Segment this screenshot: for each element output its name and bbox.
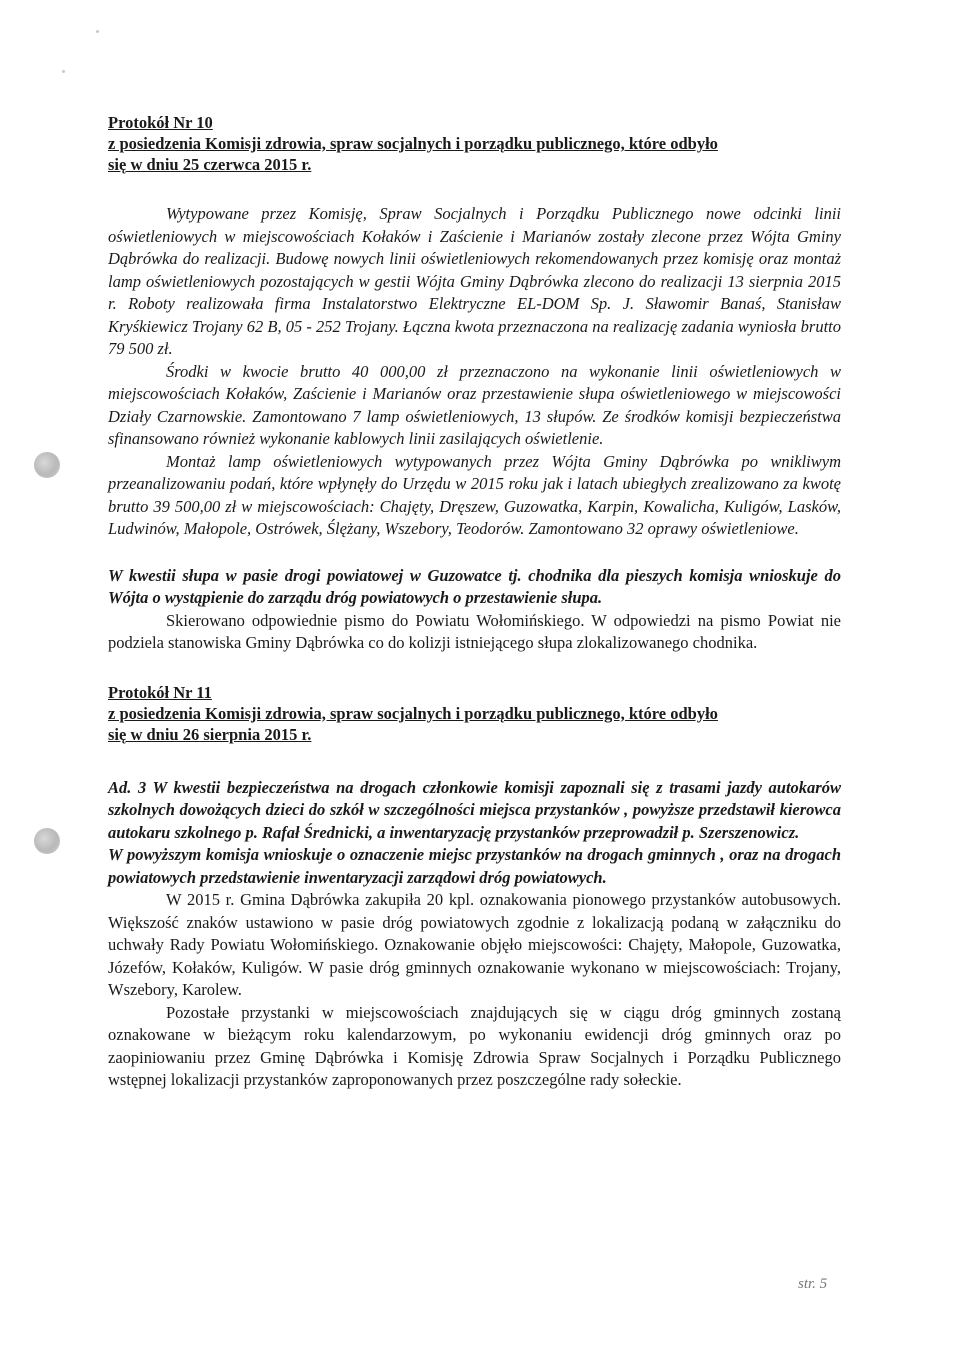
document-page (108, 112, 841, 1092)
protocol-11-paragraph-3: W 2015 r. Gmina Dąbrówka zakupiła 20 kpl. oznakowania pionowego przystanków autobusowych. Większość znaków ustawiono w pasie dróg powiatowych zgodnie z lokalizacją podaną w załączniku do uchwały Rady Powiatu Wołomińskiego. Oznakowanie objęło miejscowości: Chajęty, Małopole, Guzowatka, Józefów, Kołaków, Kuligów. W pasie dróg gminnych oznakowanie wykonano w miejscowościach: Trojany, Wszebory, Karolew. (108, 890, 841, 999)
protocol-11-title: Protokół Nr 11 (108, 682, 212, 702)
protocol-10-motion: W kwestii słupa w pasie drogi powiatowej w Guzowatce tj. chodnika dla pieszych komisja wnioskuje do Wójta o wystąpienie do zarządu dróg powiatowych o przestawienie słupa. (108, 565, 841, 607)
page-number: str. 5 (798, 1276, 828, 1292)
protocol-10-paragraph-1: Wytypowane przez Komisję, Spraw Socjalnych i Porządku Publicznego nowe odcinki linii oświetleniowych w miejscowościach Kołaków i Zaścienie i Marianów zostały zlecone przez Wójta Gminy Dąbrówka do realizacji. Budowę nowych linii oświetleniowych rekomendowanych przez komisję oraz montaż lamp oświetleniowych pozostających w gestii Wójta Gminy Dąbrówka zlecono do realizacji 13 sierpnia 2015 r. Roboty realizowała firma Instalatorstwo Elektryczne EL-DOM Sp. J. Sławomir Banaś, Stanisław Kryśkiewicz Trojany 62 B, 05 - 252 Trojany. Łączna kwota przeznaczona na realizację zadania wyniosła brutto 79 500 zł. (108, 204, 841, 358)
protocol-10-title: Protokół Nr 10 (108, 113, 213, 132)
protocol-11-agenda-item: Ad. 3 W kwestii bezpieczeństwa na drogach członkowie komisji zapoznali się z trasami jazdy autokarów szkolnych dowożących dzieci do szkół w szczególności miejsca przystanków , powyższe przedstawił kierowca autokaru szkolnego p. Rafał Średnicki, a inwentaryzację przystanków przeprowadził p. Szerszenowicz. (108, 777, 841, 842)
protocol-11-motion: W powyższym komisja wnioskuje o oznaczenie miejsc przystanków na drogach gminnych , oraz na drogach powiatowych przedstawienie inwentaryzacji zarządowi dróg powiatowych. (108, 845, 841, 887)
punch-hole-top (34, 452, 60, 478)
scan-speck (62, 70, 65, 73)
protocol-10-subtitle-line1: z posiedzenia Komisji zdrowia, spraw socjalnych i porządku publicznego, które odbyło (108, 134, 718, 153)
protocol-11-paragraph-4: Pozostałe przystanki w miejscowościach znajdujących się w ciągu dróg gminnych zostaną oznakowane w bieżącym roku kalendarzowym, po wykonaniu ewidencji dróg gminnych oraz po zaopiniowaniu przez Gminę Dąbrówka i Komisję Zdrowia Spraw Socjalnych i Porządku Publicznego wstępnej lokalizacji przystanków zaproponowanych przez poszczególne rady sołeckie. (108, 1002, 841, 1089)
protocol-11-subtitle-line2: się w dniu 26 sierpnia 2015 r. (108, 724, 312, 744)
protocol-11-header (108, 682, 841, 745)
protocol-10-paragraph-3: Montaż lamp oświetleniowych wytypowanych przez Wójta Gminy Dąbrówka po wnikliwym przeanalizowaniu podań, które wpłynęły do Urzędu w 2015 roku jak i latach ubiegłych zrealizowano za kwotę brutto 39 500,00 zł w miejscowościach: Chajęty, Dręszew, Guzowatka, Karpin, Kowalicha, Kuligów, Lasków, Ludwinów, Małopole, Ostrówek, Ślężany, Wszebory, Teodorów. Zamontowano 32 oprawy oświetleniowe. (108, 451, 841, 538)
protocol-10-paragraph-5: Skierowano odpowiednie pismo do Powiatu Wołomińskiego. W odpowiedzi na pismo Powiat nie podziela stanowiska Gminy Dąbrówka co do kolizji istniejącego słupa zlokalizowanego chodnika. (108, 610, 841, 652)
scan-speck (96, 30, 99, 33)
punch-hole-bottom (34, 828, 60, 854)
protocol-10-paragraph-2: Środki w kwocie brutto 40 000,00 zł przeznaczono na wykonanie linii oświetleniowych w miejscowościach Kołaków, Zaścienie i Marianów oraz przestawienie słupa oświetleniowego w miejscowości Działy Czarnowskie. Zamontowano 7 lamp oświetleniowych, 13 słupów. Ze środków komisji bezpieczeństwa sfinansowano również wykonanie kablowych linii zasilających oświetlenie. (108, 361, 841, 448)
protocol-10-header (108, 112, 841, 175)
protocol-11-subtitle-line1: z posiedzenia Komisji zdrowia, spraw socjalnych i porządku publicznego, które odbyło (108, 703, 718, 723)
protocol-10-subtitle-line2: się w dniu 25 czerwca 2015 r. (108, 155, 312, 174)
